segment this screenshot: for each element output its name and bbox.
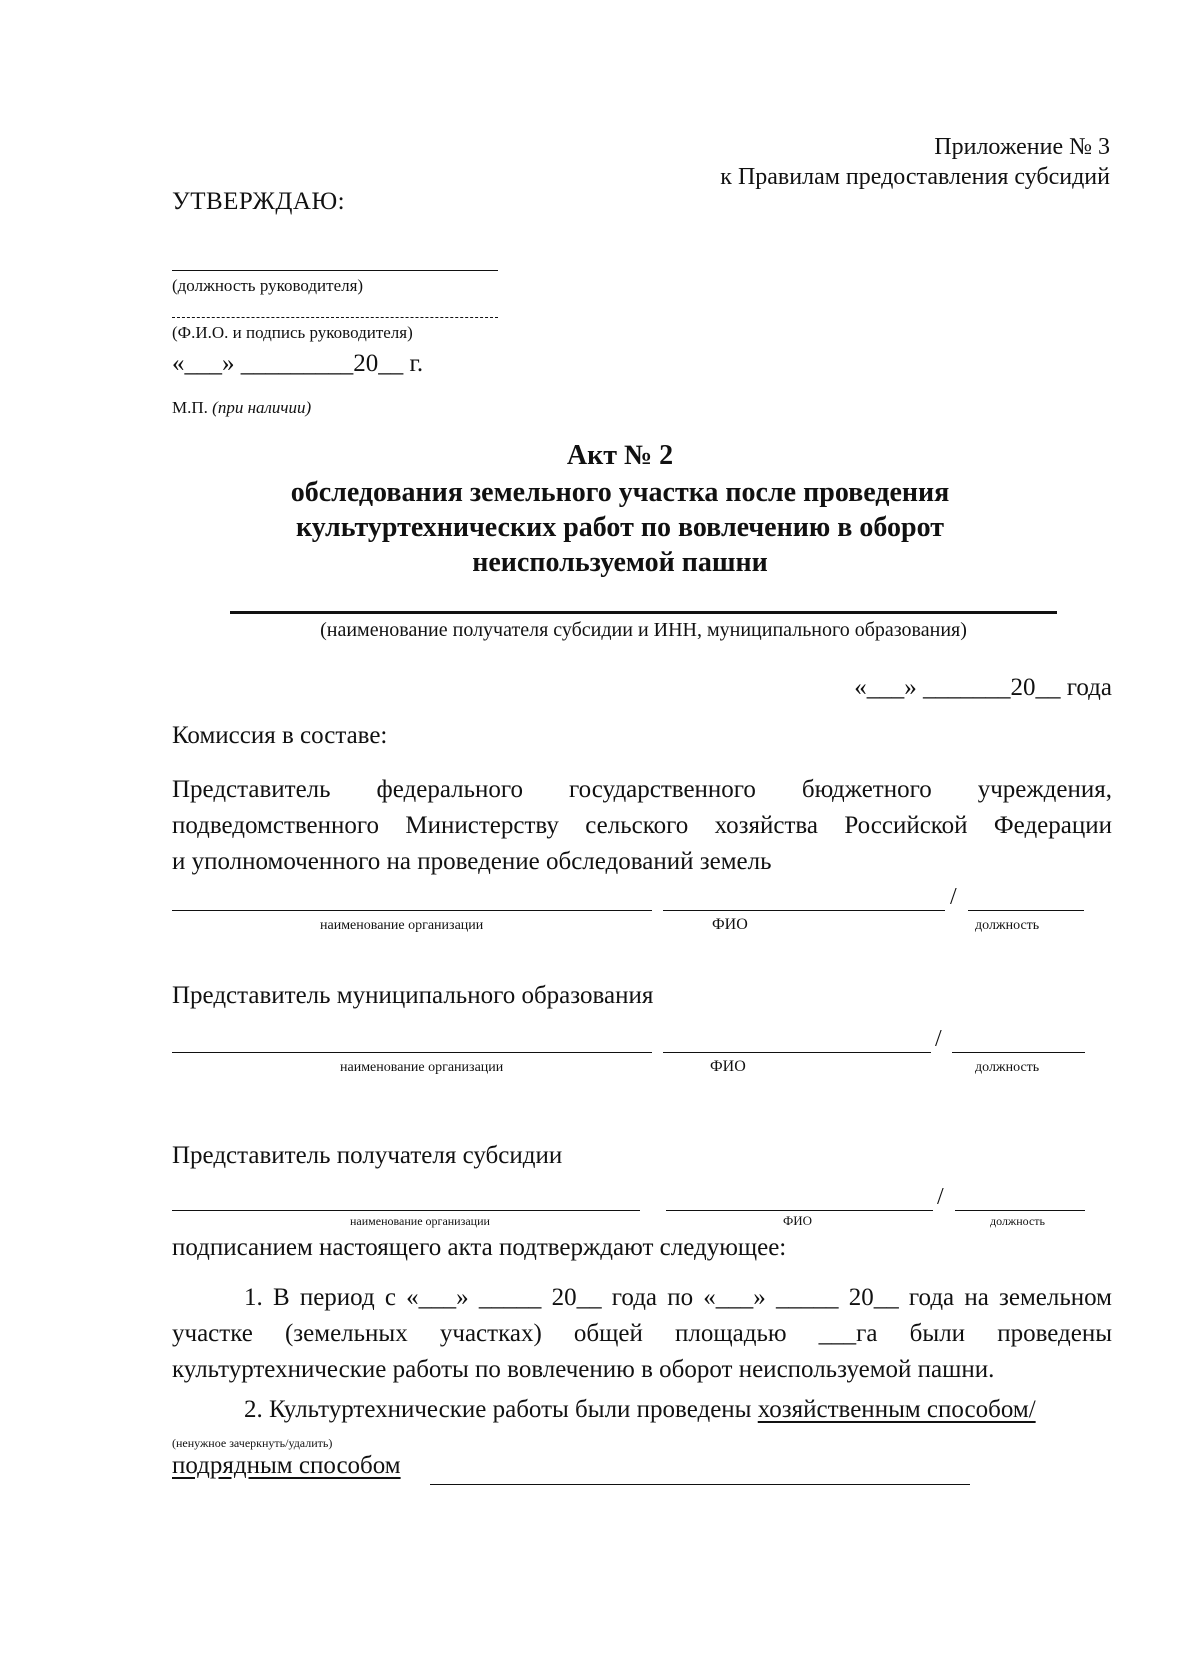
fio-label-3: ФИО (783, 1213, 813, 1228)
recipient-representative: Представитель получателя субсидии (172, 1142, 563, 1169)
fio-label-1: ФИО (712, 916, 748, 933)
item-2-fill-line (430, 1484, 970, 1485)
appendix-number: Приложение № 3 (934, 134, 1110, 160)
recipient-line (230, 611, 1057, 614)
municipal-representative: Представитель муниципального образования (172, 982, 654, 1009)
item-2-option-contract-line (172, 1452, 401, 1480)
item-1-line-2: участке (земельных участках) общей площадью ___га были проведены (172, 1320, 1112, 1347)
item-1-paragraph (172, 1280, 1112, 1388)
item-2-option-contract: подрядным способом (172, 1452, 401, 1479)
seal-mark (172, 398, 311, 418)
item-1-line-1: 1. В период с «___» _____ 20__ года по «___» _____ 20__ года на земельном (244, 1284, 1112, 1311)
slash-1: / (950, 884, 957, 910)
position-line-2 (952, 1052, 1085, 1053)
fio-line-1 (663, 910, 945, 911)
approve-heading: УТВЕРЖДАЮ: (172, 188, 346, 215)
position-label-3: должность (990, 1214, 1045, 1228)
act-title-line-3: культуртехнических работ по вовлечению в оборот (296, 512, 944, 543)
federal-rep-line-1: Представитель федерального государственного бюджетного учреждения, (172, 776, 1112, 803)
signature-line (172, 317, 498, 318)
slash-3: / (937, 1184, 944, 1210)
org-label-2: наименование организации (340, 1060, 504, 1075)
fio-line-2 (663, 1052, 931, 1053)
item-2-note: (ненужное зачеркнуть/удалить) (172, 1436, 333, 1450)
org-line-3 (172, 1210, 640, 1211)
item-2-prefix: 2. Культуртехнические работы были проведены (244, 1396, 758, 1423)
fio-label-2: ФИО (710, 1058, 746, 1075)
position-line (172, 270, 498, 271)
org-label-1: наименование организации (320, 918, 484, 933)
fio-line-3 (666, 1210, 933, 1211)
recipient-caption: (наименование получателя субсидии и ИНН, муниципального образования) (320, 619, 967, 641)
item-2-line (244, 1396, 1036, 1424)
federal-representative-text (172, 772, 1112, 880)
position-label-1: должность (975, 918, 1040, 933)
position-line-1 (968, 910, 1084, 911)
org-label-3: наименование организации (350, 1214, 490, 1228)
item-2-option-household: хозяйственным способом/ (757, 1396, 1036, 1423)
seal-note: (при наличии) (212, 398, 312, 417)
org-line-1 (172, 910, 652, 911)
appendix-reference: к Правилам предоставления субсидий (720, 164, 1110, 190)
position-caption: (должность руководителя) (172, 276, 364, 295)
org-line-2 (172, 1052, 652, 1053)
act-date: «___» _______20__ года (854, 674, 1112, 701)
position-label-2: должность (975, 1060, 1040, 1075)
federal-rep-line-2: подведомственного Министерству сельского хозяйства Российской Федерации (172, 812, 1112, 839)
seal-prefix: М.П. (172, 398, 208, 417)
item-1-line-3: культуртехнические работы по вовлечению в оборот неиспользуемой пашни. (172, 1356, 995, 1383)
act-title-line-2: обследования земельного участка после проведения (290, 477, 950, 508)
federal-rep-line-3: и уполномоченного на проведение обследований земель (172, 848, 772, 875)
approval-date: «___» _________20__ г. (172, 350, 424, 377)
confirm-text: подписанием настоящего акта подтверждают следующее: (172, 1234, 787, 1261)
act-title-line-4: неиспользуемой пашни (472, 547, 768, 578)
signature-caption: (Ф.И.О. и подпись руководителя) (172, 323, 413, 342)
act-title-number: Акт № 2 (566, 440, 674, 471)
slash-2: / (935, 1026, 942, 1052)
commission-heading: Комиссия в составе: (172, 722, 388, 749)
position-line-3 (955, 1210, 1085, 1211)
